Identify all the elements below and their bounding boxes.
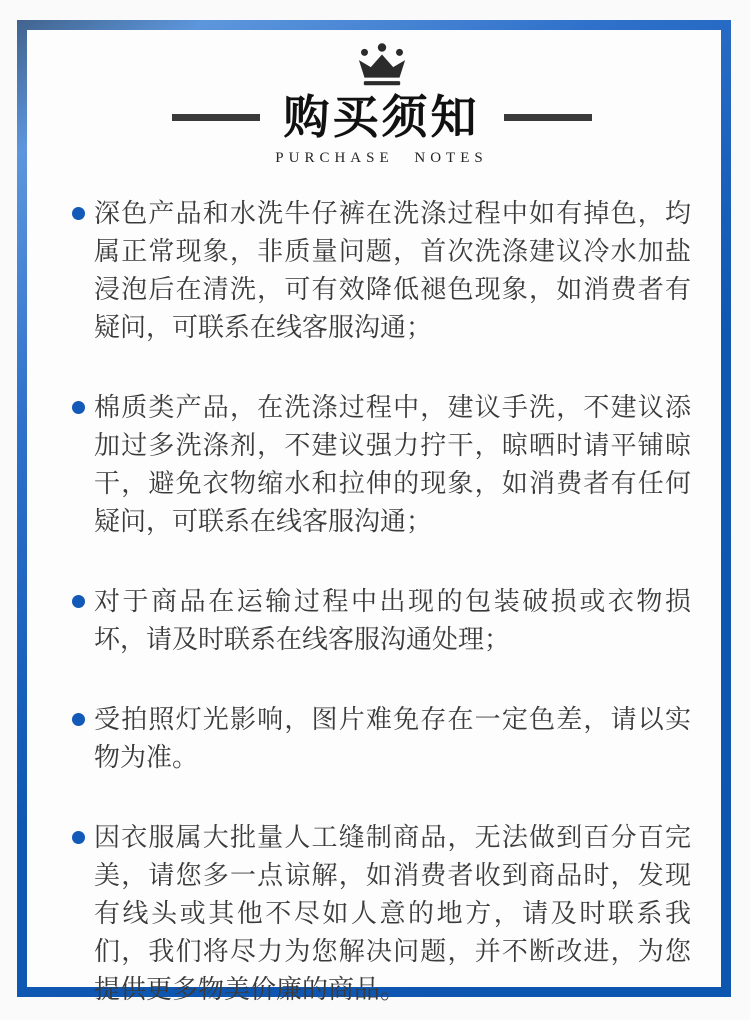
list-item	[72, 194, 691, 346]
page-subtitle: PURCHASE NOTES	[275, 149, 488, 166]
list-item	[72, 582, 691, 658]
note-text: 深色产品和水洗牛仔裤在洗涤过程中如有掉色，均属正常现象，非质量问题，首次洗涤建议冷水加盐浸泡后在清洗，可有效降低褪色现象，如消费者有疑问，可联系在线客服沟通；	[94, 197, 691, 342]
note-text: 受拍照灯光影响，图片难免存在一定色差，请以实物为准。	[94, 703, 691, 772]
note-text: 棉质类产品，在洗涤过程中，建议手洗，不建议添加过多洗涤剂，不建议强力拧干，晾晒时请平铺晾干，避免衣物缩水和拉伸的现象，如消费者有任何疑问，可联系在线客服沟通；	[94, 391, 691, 536]
list-item	[72, 700, 691, 776]
list-item	[72, 818, 691, 1008]
title-left-dash	[172, 114, 260, 121]
bullet-dot-icon	[72, 831, 85, 844]
bullet-dot-icon	[72, 595, 85, 608]
note-text: 对于商品在运输过程中出现的包装破损或衣物损坏，请及时联系在线客服沟通处理；	[94, 585, 691, 654]
title-right-dash	[504, 114, 592, 121]
page-title: 购买须知	[283, 91, 480, 143]
bullet-dot-icon	[72, 401, 85, 414]
header	[72, 42, 691, 167]
blue-gradient-frame	[17, 20, 731, 1004]
notes-list	[72, 194, 691, 1008]
bullet-dot-icon	[72, 207, 85, 220]
bullet-dot-icon	[72, 713, 85, 726]
crown-icon	[354, 42, 410, 88]
notice-card	[27, 30, 721, 1004]
list-item	[72, 388, 691, 540]
note-text: 因衣服属大批量人工缝制商品，无法做到百分百完美，请您多一点谅解，如消费者收到商品时，发现有线头或其他不尽如人意的地方，请及时联系我们，我们将尽力为您解决问题，并不断改进，为您提供更多物美价廉的商品。	[94, 821, 691, 1004]
title-row	[72, 92, 691, 143]
